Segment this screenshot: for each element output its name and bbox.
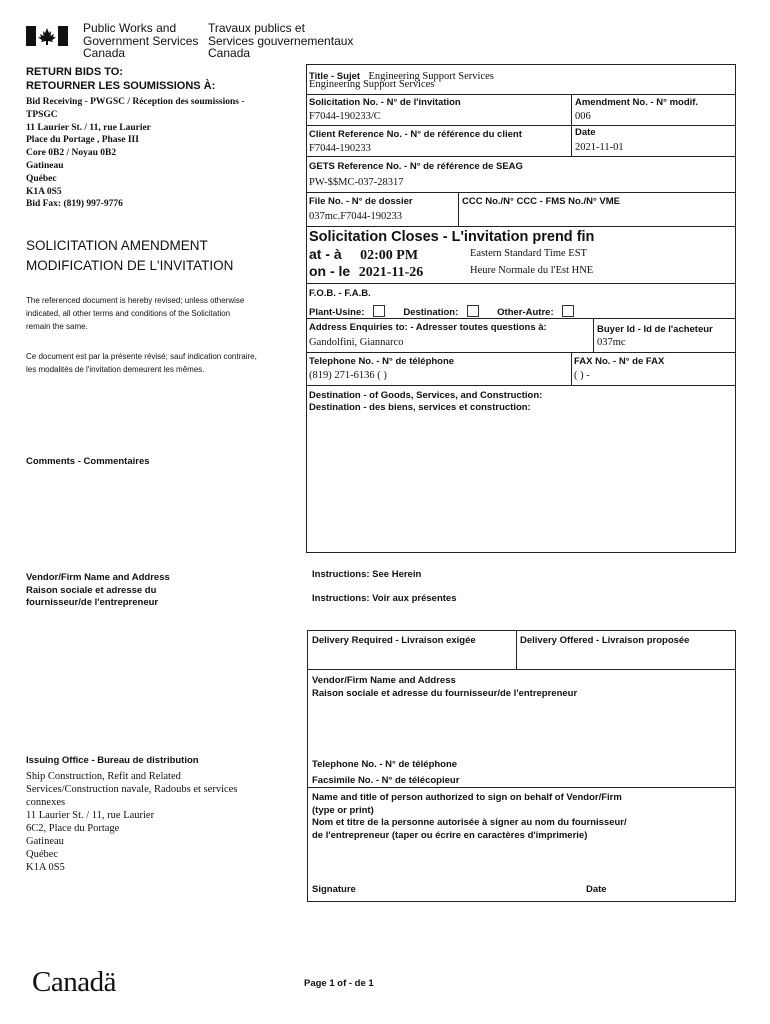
- address-enquiries-value: Gandolfini, Giannarco: [309, 337, 404, 348]
- authorized-person-label: Name and title of person authorized to sign on behalf of Vendor/Firm (type or print) Nom et titre de la personne autorisée à signer au nom du fournisseur/ de l'entrepreneur (taper ou écrire en caractères d'imprimerie): [312, 792, 627, 841]
- time-zone-en: Eastern Standard Time EST: [470, 248, 587, 259]
- delivery-required-label: Delivery Required - Livraison exigée: [312, 635, 476, 646]
- date-value: 2021-11-01: [575, 142, 624, 153]
- fax-label: FAX No. - N° de FAX: [574, 356, 665, 367]
- amendment-no-label: Amendment No. - N° modif.: [575, 97, 699, 108]
- title-value-2: Engineering Support Services: [309, 79, 435, 90]
- issuing-office-label: Issuing Office - Bureau de distribution: [26, 755, 199, 766]
- fax-value: ( ) -: [574, 370, 590, 381]
- government-flag-logo: [26, 26, 68, 46]
- comments-label: Comments - Commentaires: [26, 456, 150, 467]
- buyer-id-value: 037mc: [597, 337, 626, 348]
- fob-label: F.O.B. - F.A.B.: [309, 288, 371, 299]
- other-checkbox[interactable]: [562, 305, 574, 317]
- page-number: Page 1 of - de 1: [304, 978, 374, 989]
- instructions-en: Instructions: See Herein: [312, 569, 422, 580]
- return-bids-address: Bid Receiving - PWGSC / Réception des soumissions - TPSGC 11 Laurier St. / 11, rue Laurier Place du Portage , Phase III Core 0B2 / Noyau 0B2 Gatineau Québec K1A 0S5 Bid Fax: (819) 997-9776: [26, 97, 245, 210]
- destination-label: Destination - of Goods, Services, and Construction: Destination - des biens, services et construction:: [309, 390, 543, 413]
- telephone-value: (819) 271-6136 ( ): [309, 370, 387, 381]
- solicitation-closes-title: Solicitation Closes - L'invitation prend fin: [309, 229, 595, 245]
- amendment-title: SOLICITATION AMENDMENT MODIFICATION DE L'INVITATION: [26, 238, 234, 273]
- closing-date: on - le 2021-11-26: [309, 263, 424, 280]
- plant-checkbox[interactable]: [373, 305, 385, 317]
- gets-reference-label: GETS Reference No. - N° de référence de SEAG: [309, 161, 523, 172]
- amendment-no-value: 006: [575, 111, 591, 122]
- instructions-fr: Instructions: Voir aux présentes: [312, 593, 457, 604]
- solicitation-no-value: F7044-190233/C: [309, 111, 381, 122]
- gets-reference-value: PW-$$MC-037-28317: [309, 177, 404, 188]
- signature-date-label: Date: [586, 884, 607, 895]
- solicitation-no-label: Solicitation No. - N° de l'invitation: [309, 97, 461, 108]
- amendment-note-fr: Ce document est par la présente révisé; sauf indication contraire, les modalités de l'invitation demeurent les mêmes.: [26, 352, 257, 374]
- vendor-telephone-label: Telephone No. - N° de téléphone: [312, 759, 458, 770]
- closing-time: at - à 02:00 PM: [309, 246, 419, 263]
- fob-options: Plant-Usine: Destination: Other-Autre:: [309, 302, 574, 320]
- client-reference-value: F7044-190233: [309, 143, 371, 154]
- amendment-note-en: The referenced document is hereby revised; unless otherwise indicated, all other terms and conditions of the Solicitation remain the same.: [26, 296, 245, 331]
- title-value: Engineering Support Services: [368, 71, 494, 82]
- department-name-fr: Travaux publics et Services gouvernementaux Canada: [208, 21, 354, 60]
- department-name-en: Public Works and Government Services Canada: [83, 21, 199, 60]
- address-enquiries-label: Address Enquiries to: - Adresser toutes questions à:: [309, 322, 547, 333]
- title-field: Title - Sujet Engineering Support Services: [309, 71, 494, 82]
- vendor-firm-label: Vendor/Firm Name and Address Raison sociale et adresse du fournisseur/de l'entrepreneur: [26, 572, 170, 608]
- telephone-label: Telephone No. - N° de téléphone: [309, 356, 455, 367]
- issuing-office-address: Ship Construction, Refit and Related Services/Construction navale, Radoubs et services connexes 11 Laurier St. / 11, rue Laurier 6C2, Place du Portage Gatineau Québec K1A 0S5: [26, 771, 238, 873]
- buyer-id-label: Buyer Id - Id de l'acheteur: [597, 324, 713, 335]
- closing-time-value: 02:00 PM: [360, 248, 419, 263]
- file-no-value: 037mc.F7044-190233: [309, 211, 403, 222]
- return-bids-title: RETURN BIDS TO: RETOURNER LES SOUMISSIONS À:: [26, 66, 216, 92]
- client-reference-label: Client Reference No. - N° de référence du client: [309, 129, 522, 140]
- canada-wordmark: Canadä: [32, 966, 116, 998]
- signature-label: Signature: [312, 884, 356, 895]
- file-no-label: File No. - N° de dossier: [309, 196, 413, 207]
- destination-checkbox[interactable]: [467, 305, 479, 317]
- ccc-no-label: CCC No./N° CCC - FMS No./N° VME: [462, 196, 621, 207]
- time-zone-fr: Heure Normale du l'Est HNE: [470, 265, 594, 276]
- delivery-offered-label: Delivery Offered - Livraison proposée: [520, 635, 690, 646]
- vendor-fax-label: Facsimile No. - N° de télécopieur: [312, 775, 460, 786]
- vendor-firm-name-label: Vendor/Firm Name and Address Raison sociale et adresse du fournisseur/de l'entrepreneur: [312, 675, 578, 699]
- closing-date-value: 2021-11-26: [358, 265, 424, 280]
- date-label: Date: [575, 127, 596, 138]
